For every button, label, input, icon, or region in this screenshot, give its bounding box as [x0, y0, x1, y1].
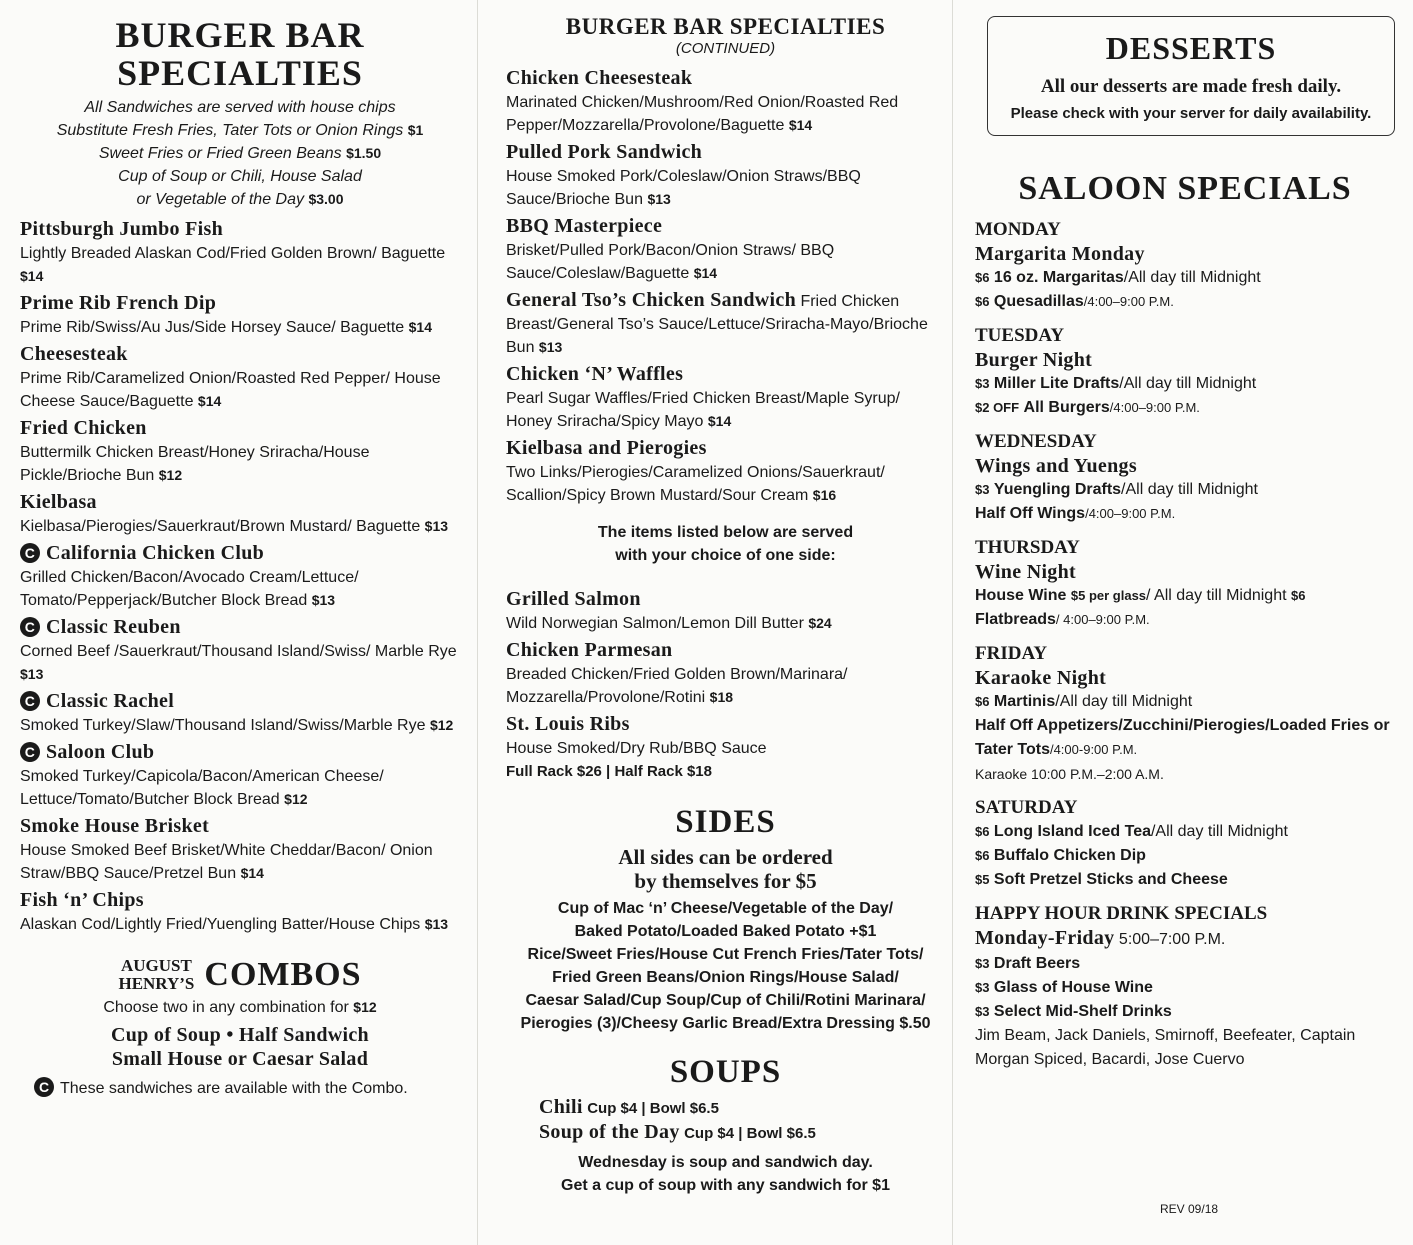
friday-karaoke: Karaoke 10:00 P.M.–2:00 A.M. [975, 766, 1164, 782]
combos-brand-line2: HENRY’S [118, 974, 195, 993]
intro-text: Sweet Fries or Fried Green Beans [98, 145, 342, 162]
item-price: $13 [424, 518, 449, 534]
item-price: $14 [707, 413, 732, 429]
special-thursday [975, 536, 1395, 632]
column-burger-bar [0, 0, 470, 1100]
special-monday [975, 218, 1395, 314]
item-desc-row [506, 461, 945, 507]
item-desc: Fried Chicken Breast/General Tso’s Sauce/Lettuce/Sriracha-Mayo/Brioche Bun [506, 293, 928, 356]
item-desc: Alaskan Cod/Lightly Fried/Yuengling Batter/House Chips [20, 916, 421, 933]
item-desc-row [506, 288, 945, 359]
menu-item [20, 888, 460, 936]
sides-line: Fried Green Beans/Onion Rings/House Salad/ [552, 969, 899, 986]
soups-title: SOUPS [669, 1054, 782, 1090]
item-desc-row [506, 165, 945, 211]
friday-item-2: Half Off Appetizers/Zucchini/Pierogies/Loaded Fries or Tater Tots [975, 717, 1390, 758]
title-line-2: SPECIALTIES [117, 53, 363, 93]
item-desc-row [20, 515, 460, 538]
item-desc-row [506, 387, 945, 433]
special-saturday [975, 796, 1395, 892]
item-name-row [20, 342, 460, 367]
friday-time-2: /4:00-9:00 P.M. [1049, 742, 1138, 757]
item-desc: Smoked Turkey/Capicola/Bacon/American Cheese/ Lettuce/Tomato/Butcher Block Bread [20, 768, 384, 808]
monday-item-1: 16 oz. Margaritas [993, 269, 1124, 286]
col1-menu-items [20, 217, 460, 936]
item-desc-row [20, 566, 460, 612]
wednesday-item-2: Half Off Wings [975, 505, 1086, 522]
item-desc: Pearl Sugar Waffles/Fried Chicken Breast/Maple Syrup/ Honey Sriracha/Spicy Mayo [506, 390, 900, 430]
item-price: $16 [812, 487, 837, 503]
soup-chili [539, 1095, 945, 1120]
desserts-box [987, 16, 1395, 136]
combos-line-1: Cup of Soup • Half Sandwich [111, 1024, 369, 1046]
item-desc-row [20, 765, 460, 811]
saturday-time-1: /All day till Midnight [1150, 823, 1288, 840]
side-note-line2: with your choice of one side: [615, 547, 836, 564]
intro-price: $1 [407, 122, 424, 138]
sides-line: Cup of Mac ‘n’ Cheese/Vegetable of the Day/ [557, 900, 894, 917]
happy-price-3: $3 [975, 1004, 990, 1019]
item-name: Kielbasa and Pierogies [506, 437, 707, 459]
thursday-price-1: $5 per glass [1070, 588, 1147, 603]
item-name: Pittsburgh Jumbo Fish [20, 218, 224, 240]
item-desc-row [20, 441, 460, 487]
intro-line [20, 165, 460, 188]
item-name: Chicken Cheesesteak [506, 67, 693, 89]
continued-title: BURGER BAR SPECIALTIES [565, 14, 886, 39]
item-desc: Buttermilk Chicken Breast/Honey Sriracha/House Pickle/Brioche Bun [20, 444, 370, 484]
burger-bar-title [20, 16, 460, 92]
happy-hour [975, 902, 1395, 1072]
sotd-name: Soup of the Day [539, 1121, 680, 1143]
combos-note-text: These sandwiches are available with the Combo. [60, 1080, 408, 1097]
thursday-item-1: House Wine [975, 587, 1067, 604]
monday-item-2: Quesadillas [993, 293, 1084, 310]
thursday-label: THURSDAY [975, 537, 1080, 558]
menu-item [506, 587, 945, 635]
combos-title: COMBOS [204, 956, 362, 993]
saturday-item-1: Long Island Iced Tea [993, 823, 1151, 840]
happy-hour-days: Monday-Friday [975, 927, 1115, 949]
monday-time-2: /4:00–9:00 P.M. [1083, 294, 1174, 309]
item-price: $12 [284, 791, 308, 807]
menu-item [20, 490, 460, 538]
combos-choose-price: $12 [353, 999, 377, 1015]
menu-item [20, 541, 460, 612]
happy-hour-time: 5:00–7:00 P.M. [1118, 931, 1226, 948]
combo-c-icon: C [20, 742, 40, 762]
special-friday [975, 642, 1395, 786]
ribs-item [506, 712, 945, 783]
sides-list [506, 897, 945, 1035]
item-name-row [20, 490, 460, 515]
item-desc-row [20, 367, 460, 413]
item-price: $13 [311, 592, 336, 608]
item-desc: Corned Beef /Sauerkraut/Thousand Island/Swiss/ Marble Rye [20, 643, 457, 660]
chili-name: Chili [539, 1096, 583, 1118]
ribs-desc: House Smoked/Dry Rub/BBQ Sauce [506, 740, 767, 757]
item-name: Saloon Club [46, 741, 155, 763]
intro-price: $3.00 [308, 191, 344, 207]
monday-label: MONDAY [975, 219, 1061, 240]
soup-note-line2: Get a cup of soup with any sandwich for $1 [561, 1177, 890, 1194]
thursday-item-2: Flatbreads [975, 611, 1056, 628]
item-desc-row [20, 316, 460, 339]
menu-item [20, 342, 460, 413]
wednesday-item-1: Yuengling Drafts [993, 481, 1122, 498]
item-name: Pulled Pork Sandwich [506, 141, 703, 163]
happy-item-1: Draft Beers [993, 955, 1081, 972]
combos-brand-line1: AUGUST [121, 956, 192, 975]
item-desc-row [506, 663, 945, 709]
item-name: Fish ‘n’ Chips [20, 889, 144, 911]
item-desc: Prime Rib/Swiss/Au Jus/Side Horsey Sauce/ Baguette [20, 319, 405, 336]
item-desc-row [20, 839, 460, 885]
happy-price-2: $3 [975, 980, 990, 995]
item-name-row [20, 541, 460, 566]
monday-price-1: $6 [975, 270, 990, 285]
item-name: Fried Chicken [20, 417, 147, 439]
item-desc: Brisket/Pulled Pork/Bacon/Onion Straws/ BBQ Sauce/Coleslaw/Baguette [506, 242, 835, 282]
soup-of-day [539, 1120, 945, 1145]
item-name-row [20, 416, 460, 441]
intro-line [20, 142, 460, 165]
item-desc: Wild Norwegian Salmon/Lemon Dill Butter [506, 615, 804, 632]
item-desc-row [506, 239, 945, 285]
happy-item-3: Select Mid-Shelf Drinks [993, 1003, 1172, 1020]
sides-title: SIDES [675, 804, 776, 840]
continued-label: (CONTINUED) [675, 40, 776, 57]
sides-line: Rice/Sweet Fries/House Cut French Fries/Tater Tots/ [527, 946, 924, 963]
item-name: Prime Rib French Dip [20, 292, 217, 314]
intro-text: All Sandwiches are served with house chips [84, 99, 396, 116]
tuesday-time-2: /4:00–9:00 P.M. [1109, 400, 1200, 415]
item-desc-row [506, 91, 945, 137]
item-desc: Lightly Breaded Alaskan Cod/Fried Golden Brown/ Baguette [20, 245, 446, 262]
sides-head-line1: All sides can be ordered [618, 845, 833, 869]
menu-item [20, 814, 460, 885]
menu-item [20, 615, 460, 686]
item-desc: House Smoked Beef Brisket/White Cheddar/Bacon/ Onion Straw/BBQ Sauce/Pretzel Bun [20, 842, 433, 882]
monday-name: Margarita Monday [975, 243, 1145, 265]
item-name: Chicken Parmesan [506, 639, 673, 661]
thursday-time-1: / All day till Midnight [1146, 587, 1287, 604]
item-name-row [20, 217, 460, 242]
item-price: $12 [429, 717, 454, 733]
tuesday-label: TUESDAY [975, 325, 1065, 346]
item-name: Cheesesteak [20, 343, 128, 365]
soups-list [506, 1095, 945, 1145]
menu-item [506, 362, 945, 433]
item-desc: Two Links/Pierogies/Caramelized Onions/Sauerkraut/ Scallion/Spicy Brown Mustard/Sour Cream [506, 464, 885, 504]
soup-note-line1: Wednesday is soup and sandwich day. [578, 1154, 873, 1171]
item-price: $13 [424, 916, 449, 932]
saturday-item-3: Soft Pretzel Sticks and Cheese [993, 871, 1228, 888]
desserts-title: DESSERTS [1105, 30, 1277, 66]
tuesday-time-1: /All day till Midnight [1119, 375, 1257, 392]
item-desc-row [506, 612, 945, 635]
col2-menu-items [506, 66, 945, 507]
combos-line-2: Small House or Caesar Salad [111, 1048, 369, 1070]
menu-item [20, 291, 460, 339]
saturday-price-2: $6 [975, 848, 990, 863]
item-desc: Prime Rib/Caramelized Onion/Roasted Red Pepper/ House Cheese Sauce/Baguette [20, 370, 441, 410]
title-line-1: BURGER BAR [115, 15, 365, 55]
item-desc: Kielbasa/Pierogies/Sauerkraut/Brown Mustard/ Baguette [20, 518, 421, 535]
thursday-price-2: $6 [1291, 588, 1306, 603]
revision-label: REV 09/18 [1160, 1202, 1219, 1216]
item-price: $14 [788, 117, 813, 133]
wednesday-time-2: /4:00–9:00 P.M. [1085, 506, 1176, 521]
column-saloon [955, 0, 1413, 1082]
item-desc: Grilled Chicken/Bacon/Avocado Cream/Lettuce/ Tomato/Pepperjack/Butcher Block Bread [20, 569, 359, 609]
item-name-row [20, 291, 460, 316]
wednesday-label: WEDNESDAY [975, 431, 1097, 452]
tuesday-price-1: $3 [975, 376, 990, 391]
intro-text: Substitute Fresh Fries, Tater Tots or Onion Rings [56, 122, 404, 139]
item-desc: House Smoked Pork/Coleslaw/Onion Straws/BBQ Sauce/Brioche Bun [506, 168, 861, 208]
item-name: Chicken ‘N’ Waffles [506, 363, 684, 385]
menu-item [506, 288, 945, 359]
item-name-row [20, 888, 460, 913]
friday-item-1: Martinis [993, 693, 1056, 710]
item-name: Smoke House Brisket [20, 815, 210, 837]
item-price: $14 [693, 265, 718, 281]
menu-item [20, 689, 460, 737]
item-name: Grilled Salmon [506, 588, 641, 610]
intro-text: or Vegetable of the Day [136, 191, 304, 208]
combo-c-icon: C [20, 617, 40, 637]
thursday-name: Wine Night [975, 561, 1076, 583]
item-price: $18 [709, 689, 734, 705]
desserts-line2: Please check with your server for daily availability. [1010, 105, 1372, 122]
item-desc-row [20, 913, 460, 936]
item-price: $14 [408, 319, 432, 335]
item-name: General Tso’s Chicken Sandwich [506, 289, 796, 311]
menu-item [506, 140, 945, 211]
tuesday-price-2: $2 OFF [975, 400, 1020, 415]
item-price: $13 [20, 666, 44, 682]
thursday-time-2: / 4:00–9:00 P.M. [1055, 612, 1150, 627]
saturday-price-1: $6 [975, 824, 990, 839]
wednesday-time-1: /All day till Midnight [1121, 481, 1258, 498]
menu-item [506, 66, 945, 137]
item-price: $24 [808, 615, 832, 631]
wednesday-price-1: $3 [975, 482, 990, 497]
intro-line [20, 188, 460, 211]
wednesday-name: Wings and Yuengs [975, 455, 1137, 477]
intro-text: Cup of Soup or Chili, House Salad [118, 168, 362, 185]
fold-line-1 [477, 0, 478, 1245]
side-note-line1: The items listed below are served [597, 524, 854, 541]
item-name: BBQ Masterpiece [506, 215, 663, 237]
desserts-line1: All our desserts are made fresh daily. [1040, 76, 1342, 97]
combos-note [20, 1077, 460, 1100]
happy-price-1: $3 [975, 956, 990, 971]
happy-brands: Jim Beam, Jack Daniels, Smirnoff, Beefeater, Captain Morgan Spiced, Bacardi, Jose Cuervo [975, 1027, 1356, 1068]
menu-item [20, 416, 460, 487]
combo-c-icon: C [20, 691, 40, 711]
item-name: Classic Rachel [46, 690, 175, 712]
sides-subhead [506, 845, 945, 893]
ribs-full: Full Rack $26 [506, 763, 602, 780]
combos-choose-text: Choose two in any combination for [103, 999, 349, 1016]
saloon-title: SALOON SPECIALS [1018, 170, 1352, 207]
menu-item [20, 740, 460, 811]
menu-item [506, 638, 945, 709]
happy-item-2: Glass of House Wine [993, 979, 1153, 996]
intro-line [20, 119, 460, 142]
menu-item [506, 214, 945, 285]
menu-item [506, 436, 945, 507]
combos-brand [118, 957, 194, 993]
item-name: Classic Reuben [46, 616, 181, 638]
item-desc: Marinated Chicken/Mushroom/Red Onion/Roasted Red Pepper/Mozzarella/Provolone/Baguette [506, 94, 899, 134]
friday-price-1: $6 [975, 694, 990, 709]
combo-c-icon: C [34, 1077, 54, 1097]
tuesday-item-2: All Burgers [1023, 399, 1110, 416]
happy-hour-title: HAPPY HOUR DRINK SPECIALS [975, 903, 1268, 924]
item-name-row [20, 814, 460, 839]
monday-price-2: $6 [975, 294, 990, 309]
sides-line: Caesar Salad/Cup Soup/Cup of Chili/Rotini Marinara/ [525, 992, 926, 1009]
sides-head-line2: by themselves for $5 [634, 869, 817, 893]
special-wednesday [975, 430, 1395, 526]
item-name-row [20, 689, 460, 714]
item-desc-row [20, 242, 460, 288]
sotd-prices: Cup $4 | Bowl $6.5 [684, 1125, 816, 1142]
sides-line: Pierogies (3)/Cheesy Garlic Bread/Extra Dressing $.50 [520, 1015, 931, 1032]
item-price: $14 [20, 268, 44, 284]
friday-time-1: /All day till Midnight [1055, 693, 1193, 710]
item-price: $13 [647, 191, 671, 207]
item-name: California Chicken Club [46, 542, 265, 564]
item-price: $14 [240, 865, 264, 881]
tuesday-item-1: Miller Lite Drafts [993, 375, 1120, 392]
item-desc: Smoked Turkey/Slaw/Thousand Island/Swiss/Marble Rye [20, 717, 426, 734]
item-name: Kielbasa [20, 491, 97, 513]
soup-sandwich-note [506, 1151, 945, 1197]
item-name-row [20, 615, 460, 640]
combos-choose [20, 996, 460, 1019]
monday-time-1: /All day till Midnight [1123, 269, 1261, 286]
combos-header [20, 956, 460, 994]
saturday-price-3: $5 [975, 872, 990, 887]
friday-name: Karaoke Night [975, 667, 1107, 689]
sides-line: Baked Potato/Loaded Baked Potato +$1 [574, 923, 877, 940]
item-name-row [20, 740, 460, 765]
saturday-label: SATURDAY [975, 797, 1078, 818]
entree-items [506, 587, 945, 709]
intro-line [20, 96, 460, 119]
sandwich-intro [20, 96, 460, 211]
special-tuesday [975, 324, 1395, 420]
item-desc-row [20, 714, 460, 737]
item-desc: Breaded Chicken/Fried Golden Brown/Marinara/ Mozzarella/Provolone/Rotini [506, 666, 848, 706]
friday-label: FRIDAY [975, 643, 1048, 664]
intro-price: $1.50 [346, 145, 382, 161]
ribs-half: Half Rack $18 [614, 763, 712, 780]
item-price: $14 [197, 393, 222, 409]
chili-prices: Cup $4 | Bowl $6.5 [587, 1100, 719, 1117]
ribs-name: St. Louis Ribs [506, 713, 630, 735]
item-desc-row [20, 640, 460, 686]
item-price: $13 [538, 339, 563, 355]
column-specialties-continued [485, 0, 955, 1197]
menu-item [20, 217, 460, 288]
side-choice-note [506, 521, 945, 567]
tuesday-name: Burger Night [975, 349, 1093, 371]
combo-c-icon: C [20, 543, 40, 563]
ribs-prices: Full Rack $26 | Half Rack $18 [506, 763, 712, 780]
saturday-item-2: Buffalo Chicken Dip [993, 847, 1146, 864]
item-price: $12 [158, 467, 183, 483]
